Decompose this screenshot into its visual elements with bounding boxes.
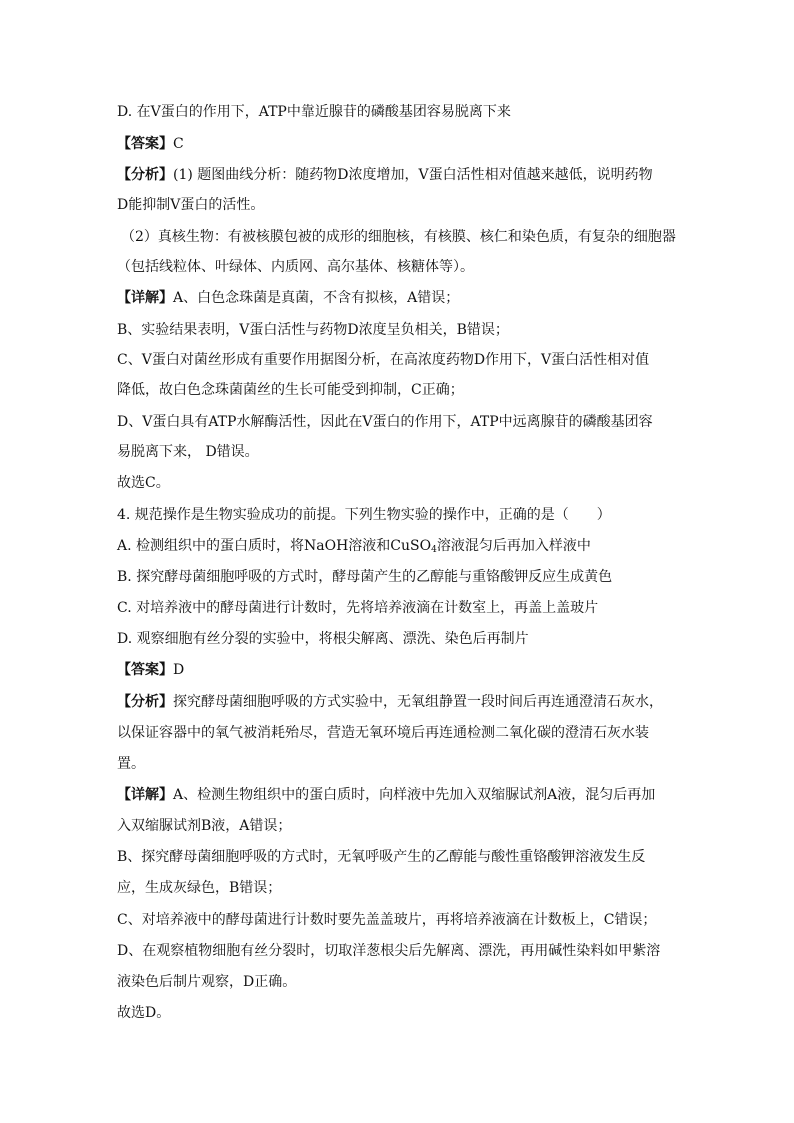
q4-detail-line-5: C、对培养液中的酵母菌进行计数时要先盖盖玻片，再将培养液滴在计数板上，C错误； — [117, 912, 657, 928]
q3-option-d: D. 在V蛋白的作用下，ATP中靠近腺苷的磷酸基团容易脱离下来 — [117, 104, 511, 120]
q4-conclusion: 故选D。 — [117, 1005, 171, 1021]
q3-conclusion: 故选C。 — [117, 475, 170, 491]
analysis-text: (1) 题图曲线分析：随药物D浓度增加，V蛋白活性相对值越来越低，说明药物 — [173, 167, 653, 183]
q4-option-d: D. 观察细胞有丝分裂的实验中，将根尖解离、漂洗、染色后再制片 — [117, 631, 529, 647]
q3-detail-line-3: C、V蛋白对菌丝形成有重要作用据图分析，在高浓度药物D作用下，V蛋白活性相对值 — [117, 352, 650, 368]
answer-label: 【答案】 — [117, 136, 173, 152]
q4-detail-line-7: 液染色后制片观察，D正确。 — [117, 974, 297, 990]
answer-label: 【答案】 — [117, 662, 173, 678]
option-a-subscript: 4 — [431, 545, 437, 555]
detail-text: A、白色念珠菌是真菌，不含有拟核，A错误； — [173, 290, 460, 306]
analysis-label: 【分析】 — [117, 167, 173, 183]
answer-value: C — [173, 136, 184, 152]
q3-analysis-line-3: （2）真核生物：有被核膜包被的成形的细胞核，有核膜、核仁和染色质，有复杂的细胞器 — [121, 229, 676, 245]
q3-detail-line-1 — [117, 288, 459, 308]
detail-label: 【详解】 — [117, 290, 173, 306]
q3-analysis-line-1 — [117, 165, 653, 185]
q3-detail-line-4: 降低，故白色念珠菌菌丝的生长可能受到抑制，C正确； — [117, 382, 464, 398]
q4-option-b: B. 探究酵母菌细胞呼吸的方式时，酵母菌产生的乙醇能与重铬酸钾反应生成黄色 — [117, 569, 613, 585]
q4-analysis-line-1 — [117, 692, 663, 712]
q4-detail-line-2: 入双缩脲试剂B液，A错误； — [117, 818, 292, 834]
q3-detail-line-5: D、V蛋白具有ATP水解酶活性，因此在V蛋白的作用下，ATP中远离腺苷的磷酸基团容 — [117, 414, 653, 430]
q4-option-c: C. 对培养液中的酵母菌进行计数时，先将培养液滴在计数室上，再盖上盖玻片 — [117, 600, 599, 616]
q4-detail-line-6: D、在观察植物细胞有丝分裂时，切取洋葱根尖后先解离、漂洗，再用碱性染料如甲紫溶 — [117, 943, 661, 959]
answer-value: D — [173, 662, 185, 678]
q4-option-a — [117, 536, 591, 556]
q4-stem: 4. 规范操作是生物实验成功的前提。下列生物实验的操作中，正确的是（ ） — [117, 507, 611, 523]
option-a-text: A. 检测组织中的蛋白质时，将NaOH溶液和CuSO — [117, 538, 432, 554]
detail-label: 【详解】 — [117, 787, 173, 803]
q3-detail-line-6: 易脱离下来， D错误。 — [117, 444, 259, 460]
q4-detail-line-3: B、探究酵母菌细胞呼吸的方式时，无氧呼吸产生的乙醇能与酸性重铬酸钾溶液发生反 — [117, 849, 646, 865]
q4-answer — [117, 660, 184, 680]
q3-analysis-line-4: （包括线粒体、叶绿体、内质网、高尔基体、核糖体等）。 — [117, 259, 474, 275]
analysis-text: 探究酵母菌细胞呼吸的方式实验中，无氧组静置一段时间后再连通澄清石灰水， — [173, 694, 663, 710]
detail-text: A、检测生物组织中的蛋白质时，向样液中先加入双缩脲试剂A液，混匀后再加 — [173, 787, 656, 803]
q3-answer — [117, 134, 184, 154]
q4-detail-line-4: 应，生成灰绿色，B错误； — [117, 880, 282, 896]
q4-analysis-line-2: 以保证容器中的氧气被消耗殆尽，营造无氧环境后再连通检测二氧化碳的澄清石灰水装 — [117, 725, 649, 741]
analysis-label: 【分析】 — [117, 694, 173, 710]
q3-detail-line-2: B、实验结果表明，V蛋白活性与药物D浓度呈负相关，B错误； — [117, 322, 509, 338]
q4-analysis-line-3: 置。 — [117, 756, 145, 772]
q3-analysis-line-2: D能抑制V蛋白的活性。 — [117, 197, 265, 213]
q4-detail-line-1 — [117, 785, 655, 805]
option-a-text-end: 溶液混匀后再加入样液中 — [436, 538, 591, 554]
